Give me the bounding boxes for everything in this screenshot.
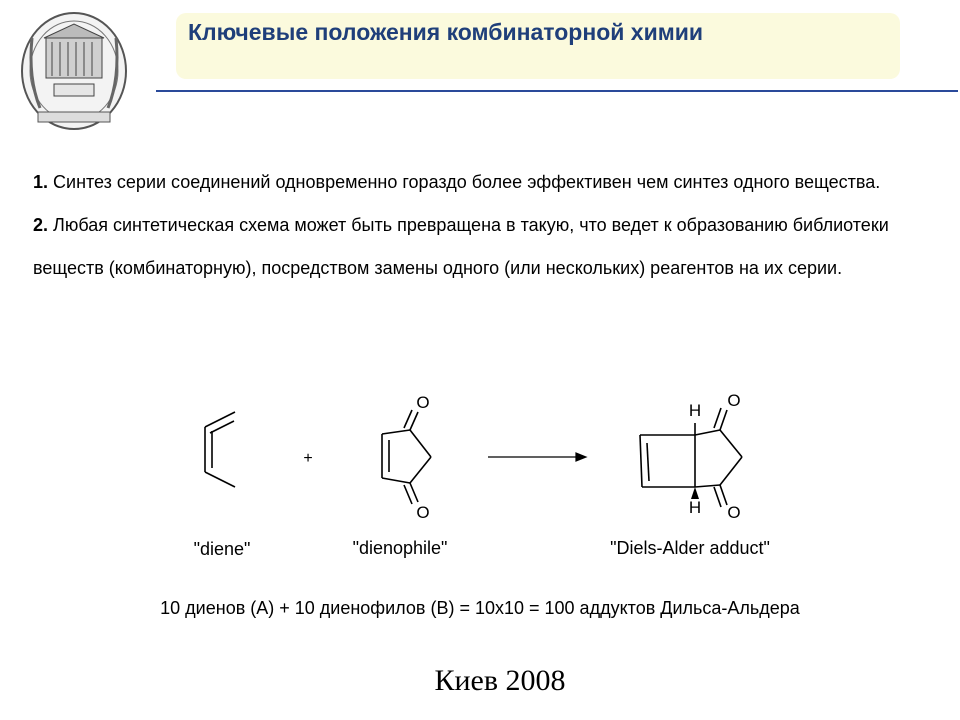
diene-label: "diene" [193,539,251,559]
university-seal-logo [18,8,130,134]
point-2-text: Любая синтетическая схема может быть превращена в такую, что ведет к образованию библиотеки веществ (комбинаторную), посредством замены одного (или нескольких) реагентов на их серии. [33,215,889,278]
title-banner [176,13,900,79]
dienophile-oxygen-top: O [416,393,430,412]
adduct-hydrogen-bottom: H [688,498,702,517]
adduct-label: "Diels-Alder adduct" [610,538,770,558]
plus-sign: + [303,450,313,467]
adduct-structure [640,408,742,507]
footer-text: Киев 2008 [434,664,566,697]
adduct-hydrogen-top: H [688,401,702,420]
adduct-oxygen-top: O [727,391,741,410]
point-2 [33,204,953,290]
equation-text: 10 диенов (А) + 10 диенофилов (В) = 10х10 = 100 аддуктов Дильса-Альдера [160,598,800,618]
dienophile-oxygen-bottom: O [416,503,430,522]
dienophile-structure [382,410,431,504]
point-1 [33,161,953,204]
reaction-arrow [488,453,586,461]
adduct-oxygen-bottom: O [727,503,741,522]
slide-title: Ключевые положения комбинаторной химии [188,19,704,45]
diene-structure [205,412,235,487]
point-2-number: 2. [33,215,49,235]
point-1-number: 1. [33,172,49,192]
title-underline [156,90,958,92]
point-1-text: Синтез серии соединений одновременно гораздо более эффективен чем синтез одного вещества. [48,172,881,192]
dienophile-label: "dienophile" [352,538,448,558]
reaction-scheme [160,385,800,585]
key-points [33,161,953,290]
